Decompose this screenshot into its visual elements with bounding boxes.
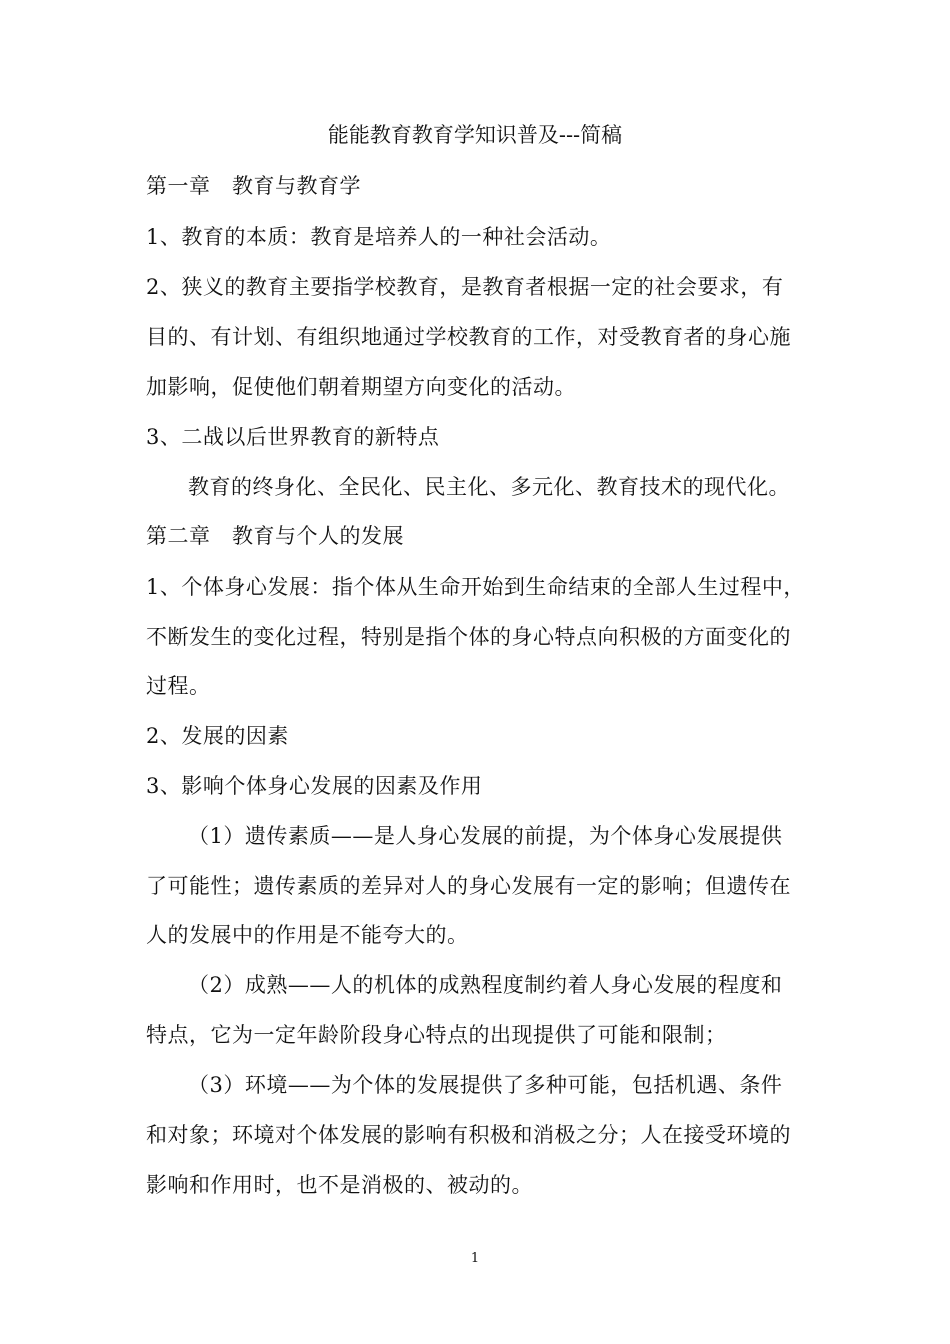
paragraph-line: 人的发展中的作用是不能夸大的。 bbox=[146, 923, 469, 947]
paragraph-line: 特点，它为一定年龄阶段身心特点的出现提供了可能和限制； bbox=[146, 1023, 727, 1047]
paragraph-line: （3）环境——为个体的发展提供了多种可能，包括机遇、条件 bbox=[188, 1073, 783, 1097]
paragraph-line: 不断发生的变化过程，特别是指个体的身心特点向积极的方面变化的 bbox=[146, 625, 791, 649]
paragraph-line: 3、二战以后世界教育的新特点 bbox=[146, 425, 440, 449]
paragraph-line: 1、教育的本质：教育是培养人的一种社会活动。 bbox=[146, 225, 612, 249]
chapter-heading: 第一章 教育与教育学 bbox=[146, 174, 361, 198]
paragraph-line: 2、发展的因素 bbox=[146, 724, 289, 748]
paragraph-line: （2）成熟——人的机体的成熟程度制约着人身心发展的程度和 bbox=[188, 973, 783, 997]
paragraph-line: 3、影响个体身心发展的因素及作用 bbox=[146, 774, 483, 798]
paragraph-line: 了可能性；遗传素质的差异对人的身心发展有一定的影响；但遗传在 bbox=[146, 874, 791, 898]
paragraph-line: 影响和作用时，也不是消极的、被动的。 bbox=[146, 1173, 533, 1197]
page-number: 1 bbox=[470, 1251, 480, 1266]
paragraph-line: 2、狭义的教育主要指学校教育，是教育者根据一定的社会要求，有 bbox=[146, 275, 784, 299]
paragraph-line: （1）遗传素质——是人身心发展的前提，为个体身心发展提供 bbox=[188, 824, 783, 848]
paragraph-line: 目的、有计划、有组织地通过学校教育的工作，对受教育者的身心施 bbox=[146, 325, 791, 349]
chapter-heading: 第二章 教育与个人的发展 bbox=[146, 524, 404, 548]
paragraph-line: 过程。 bbox=[146, 674, 211, 698]
document-title: 能能教育教育学知识普及---简稿 bbox=[327, 123, 623, 147]
paragraph-line: 1、个体身心发展：指个体从生命开始到生命结束的全部人生过程中， bbox=[146, 575, 805, 599]
paragraph-line: 教育的终身化、全民化、民主化、多元化、教育技术的现代化。 bbox=[188, 475, 790, 499]
paragraph-line: 和对象；环境对个体发展的影响有积极和消极之分；人在接受环境的 bbox=[146, 1123, 791, 1147]
paragraph-line: 加影响，促使他们朝着期望方向变化的活动。 bbox=[146, 375, 576, 399]
